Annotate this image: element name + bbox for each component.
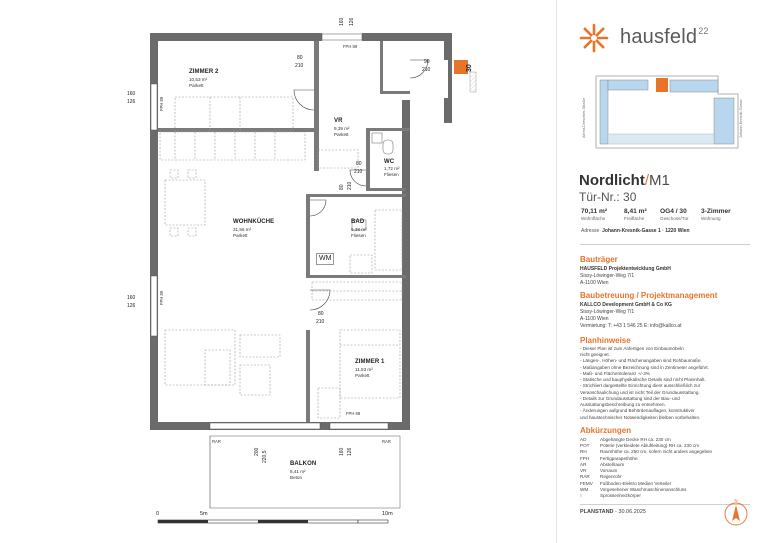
room-balkon-name: BALKON: [290, 461, 317, 467]
rar-left: RAR: [212, 439, 221, 444]
door-width-vr: 80: [297, 55, 303, 61]
dim-left-bottom-a: 160: [127, 295, 136, 301]
room-wc-area: 1,72 m²: [384, 166, 400, 171]
door-width-zimmer1: 80: [318, 311, 324, 317]
washing-machine-label: WM: [316, 253, 334, 265]
stat-geschoss: OG4 / 30 Geschoss/Tür: [660, 208, 689, 221]
room-wc-floor: Fliesen: [384, 172, 399, 177]
room-wohnkueche-area: 31,56 m²: [233, 227, 252, 232]
room-zimmer1-floor: Parkett: [355, 373, 370, 378]
street-right: Johann-Kresnik-Gasse: [739, 99, 743, 138]
room-vr-floor: Parkett: [334, 132, 349, 137]
sanitary: [352, 133, 393, 230]
scale-10: 10m: [382, 511, 393, 517]
room-wc-name: WC: [384, 159, 395, 165]
dim-left-top-b: 126: [127, 99, 136, 105]
scale-bar: [158, 520, 388, 523]
site-map: [578, 68, 748, 166]
room-zimmer2-area: 10,53 m²: [189, 77, 208, 82]
dim-top-a: 160: [339, 17, 345, 26]
radiator-icon: ⧚: [580, 493, 582, 499]
entry-number: 30: [466, 64, 473, 72]
fph-bottom: FPH 89: [346, 411, 361, 416]
dim-bottom-126: 126: [347, 447, 353, 456]
room-bad-name: BAD: [351, 219, 365, 225]
fph-label-top: FPH 89: [343, 44, 358, 49]
room-bad-floor: Fliesen: [351, 233, 366, 238]
abkuerzungen-list: AD Abgehängte Decke RH ca. 230 cm POT Poterie (verkleidete Abluftleitung) RH ca. 230 cm RH Raumhöhe ca. 250 cm, sofern nicht anders angegeben FPH Fertigparapethöhe AR Abstellraum VR Vorraum RAR Regenrohr FEMV Fußboden-Elektro Medien Verteiler WM Vorgesehener Waschmaschinenanschluss ⧚ Sprossenheizkörper: [580, 437, 713, 499]
door-number: Tür-Nr.: 30: [579, 190, 637, 204]
door-height-vr: 210: [295, 63, 304, 69]
bautraeger-details: HAUSFELD Projektentwicklung GmbH Sissy-Löwinger-Weg 7/1 A-1100 Wien: [580, 266, 671, 287]
dim-top-b: 126: [349, 17, 355, 26]
street-left: Alfred-Dreschler-Straße: [582, 97, 586, 138]
plan-stand: PLANSTAND - 30.06.2025: [580, 509, 646, 515]
sun-logo-icon: [578, 22, 610, 54]
dim-bottom-160: 160: [339, 447, 345, 456]
fph-left-top: FPH 89: [159, 96, 164, 111]
dim-bottom-2205: 220,5: [262, 450, 268, 463]
door-width-wc: 80: [356, 161, 362, 167]
heading-abkuerzungen: Abkürzungen: [580, 426, 632, 435]
project-title: Nordlicht/M1: [579, 172, 670, 189]
room-vr-area: 9,39 m²: [334, 126, 350, 131]
stat-freiflaeche: 8,41 m² Freifläche: [624, 208, 647, 221]
room-zimmer2-floor: Parkett: [189, 83, 204, 88]
room-zimmer1-name: ZIMMER 1: [355, 359, 385, 365]
scale-0: 0: [156, 511, 160, 517]
room-zimmer1-area: 11,53 m²: [355, 367, 373, 372]
door-height-zimmer1: 210: [316, 319, 325, 325]
divider: [580, 244, 750, 245]
scale-5: 5m: [200, 511, 208, 517]
room-balkon-floor: Beton: [290, 475, 303, 480]
room-balkon-area: 8,41 m²: [290, 469, 306, 474]
stat-zimmer: 3-Zimmer Wohnung: [701, 208, 731, 221]
stat-wohnflaeche: 70,11 m² Wohnfläche: [581, 208, 608, 221]
baubetreuung-details: KALLCO Development GmbH & Co KG Sissy-Löwinger-Weg 7/1 A-1100 Wien Vermietung: T: +43 1 546 25 E: info@kallco.at: [580, 302, 682, 330]
room-wohnkueche-floor: Parkett: [233, 233, 248, 238]
dim-left-top-a: 160: [127, 91, 136, 97]
room-bad-area: 5,38 m²: [351, 227, 367, 232]
heading-planhinweise: Planhinweise: [580, 336, 631, 345]
door-height-entry: 210: [422, 67, 431, 73]
door-width-entry: 90: [424, 59, 430, 65]
door-width-bad: 80: [339, 184, 345, 190]
door-height-bad: 210: [347, 181, 353, 190]
compass-icon: [722, 497, 750, 527]
dim-bottom-200: 200: [254, 447, 260, 456]
address: Adresse Johann-Kresnik-Gasse 1 · 1220 Wien: [581, 228, 690, 234]
brand-logo: hausfeld$^{22}$: [620, 26, 709, 48]
fph-left-bottom: FPH 89: [159, 290, 164, 305]
door-height-wc: 210: [354, 169, 363, 175]
compass-north: N: [734, 498, 738, 503]
dim-left-bottom-b: 126: [127, 303, 136, 309]
room-vr-name: VR: [334, 118, 343, 124]
heading-baubetreuung: Baubetreuung / Projektmanagement: [580, 291, 718, 300]
rar-right: RAR: [382, 439, 391, 444]
planhinweise-list: - Dieser Plan ist zum Anfertigen von Einbaumöbeln nicht geeignet. - Längen-, Höhen- und Flächenangaben sind Rohbaumaße. - Maßangaben ohne Bezeichnung sind in Zentimeter angeführt. - Maß- und Flächentoleranz +/-3% - Statische und bauphysikalische Details sind nicht Planinhalt. - Strichliert dargestellte Einrichtung dient ausschließlich zur Veranschaulichung und ist nicht Teil der Grundausstattung. - Details zur Grundausstattung sind der Bau- und Ausstattungsbeschreibung zu entnehmen. - Änderungen aufgrund Behördenauflagen, konstruktiver und haustechnischer Notwendigkeiten bleiben vorbehalten.: [580, 346, 709, 420]
heading-bautraeger: Bauträger: [580, 255, 618, 264]
room-wohnkueche-name: WOHNKÜCHE: [233, 219, 275, 225]
room-zimmer2-name: ZIMMER 2: [189, 69, 219, 75]
